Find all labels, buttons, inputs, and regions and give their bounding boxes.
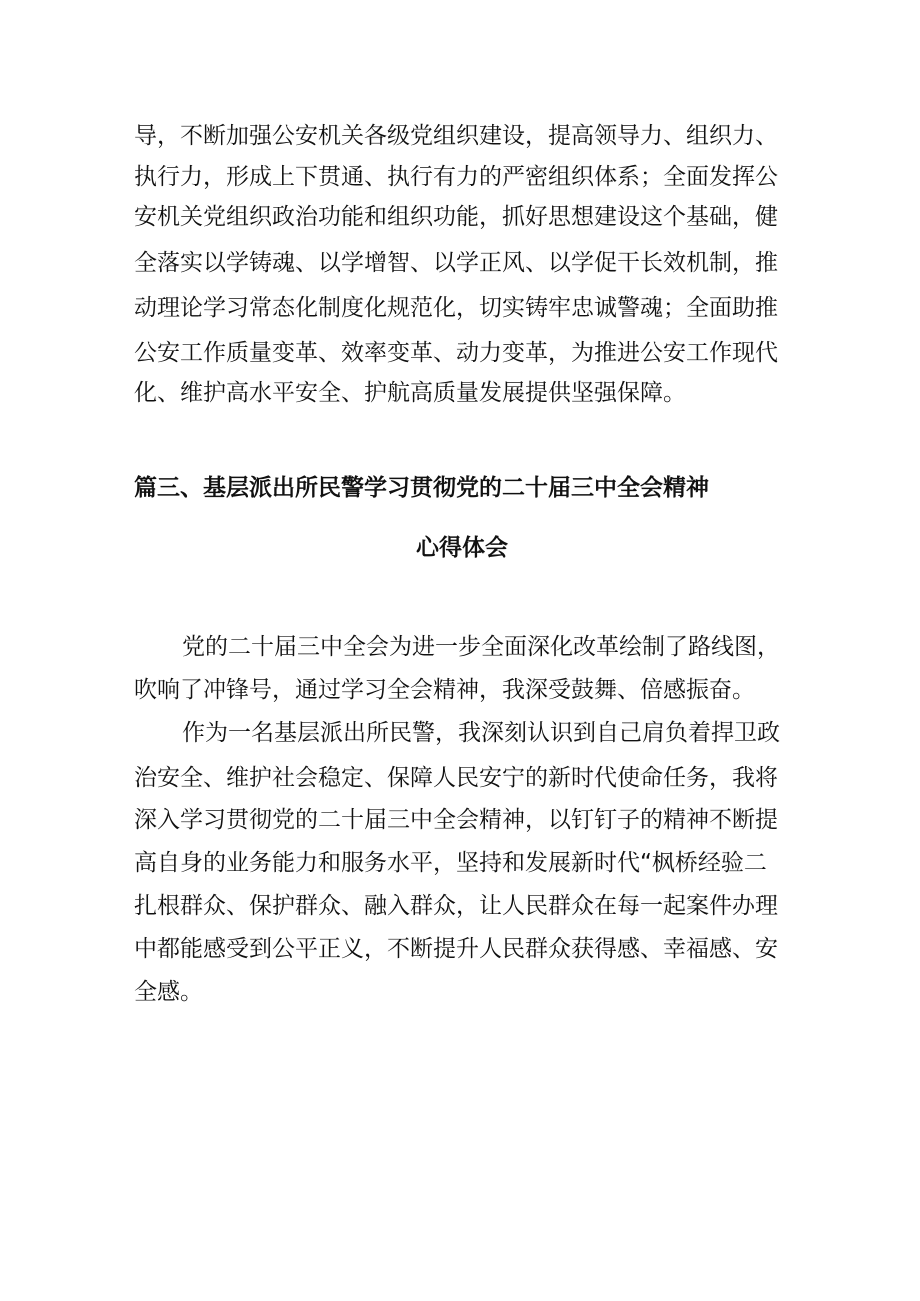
section-heading-line2: 心得体会 (416, 535, 508, 561)
body-text-line: 深入学习贯彻党的二十届三中全会精神，以钉钉子的精神不断提 (134, 807, 778, 833)
body-text-line: 全落实以学铸魂、以学增智、以学正风、以学促干长效机制，推 (134, 250, 778, 276)
body-text-line: 公安工作质量变革、效率变革、动力变革，为推进公安工作现代 (134, 340, 778, 366)
body-text-line: 执行力，形成上下贯通、执行有力的严密组织体系；全面发挥公 (134, 164, 778, 190)
body-text-line: 导，不断加强公安机关各级党组织建设，提高领导力、组织力、 (134, 123, 778, 149)
body-text-line: 高自身的业务能力和服务水平，坚持和发展新时代“枫桥经验二 (134, 850, 767, 876)
body-text-line: 化、维护高水平安全、护航高质量发展提供坚强保障。 (134, 380, 686, 406)
paragraph-first-line: 作为一名基层派出所民警，我深刻认识到自己肩负着捍卫政 (182, 720, 780, 746)
section-heading-line1: 篇三、基层派出所民警学习贯彻党的二十届三中全会精神 (134, 475, 709, 501)
body-text-line: 吹响了冲锋号，通过学习全会精神，我深受鼓舞、倍感振奋。 (134, 677, 755, 703)
body-text-line: 中都能感受到公平正义，不断提升人民群众获得感、幸福感、安 (134, 936, 778, 962)
body-text-line: 安机关党组织政治功能和组织功能，抓好思想建设这个基础，健 (134, 204, 778, 230)
body-text-line: 扎根群众、保护群众、融入群众，让人民群众在每一起案件办理 (134, 893, 778, 919)
body-text-line: 动理论学习常态化制度化规范化，切实铸牢忠诚警魂；全面助推 (134, 295, 778, 321)
body-text-line: 治安全、维护社会稳定、保障人民安宁的新时代使命任务，我将 (134, 765, 778, 791)
body-text-line: 全感。 (134, 979, 203, 1005)
paragraph-first-line: 党的二十届三中全会为进一步全面深化改革绘制了路线图， (182, 634, 780, 660)
